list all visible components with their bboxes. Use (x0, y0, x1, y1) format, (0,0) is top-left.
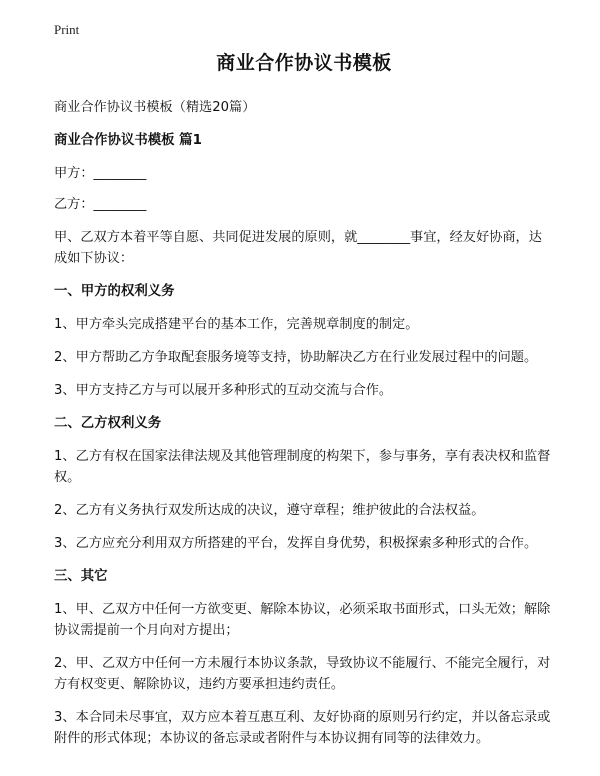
clause-heading-1: 一、甲方的权利义务 (54, 284, 175, 299)
clause-item: 2、甲、乙双方中任何一方未履行本协议条款，导致协议不能履行、不能完全履行，对方有权变更、解除协议，违约方要承担违约责任。 (54, 656, 551, 692)
clause-item: 2、乙方有义务执行双发所达成的决议，遵守章程；维护彼此的合法权益。 (54, 503, 485, 518)
clause-item: 3、乙方应充分利用双方所搭建的平台，发挥自身优势，积极探索多种形式的合作。 (54, 536, 538, 551)
clause-item: 1、甲、乙双方中任何一方欲变更、解除本协议，必须采取书面形式，口头无效；解除协议需提前一个月向对方提出； (54, 602, 551, 638)
document-title: 商业合作协议书模板 (216, 52, 392, 74)
print-link[interactable]: Print (54, 22, 80, 37)
clause-item: 1、甲方牵头完成搭建平台的基本工作，完善规章制度的制定。 (54, 317, 419, 332)
section-heading: 商业合作协议书模板 篇1 (54, 133, 202, 148)
clause-item: 2、甲方帮助乙方争取配套服务境等支持，协助解决乙方在行业发展过程中的问题。 (54, 350, 538, 365)
clause-heading-3: 三、其它 (54, 569, 108, 584)
document-body (54, 48, 554, 761)
party-b-field: 乙方：________ (54, 197, 147, 212)
clause-item: 3、甲方支持乙方与可以展开多种形式的互动交流与合作。 (54, 383, 393, 398)
party-a-field: 甲方：________ (54, 166, 147, 181)
document-subtitle: 商业合作协议书模板（精选20篇） (54, 100, 256, 115)
clause-heading-2: 二、乙方权利义务 (54, 416, 162, 431)
clause-item: 1、乙方有权在国家法律法规及其他管理制度的构架下，参与事务，享有表决权和监督权。 (54, 449, 551, 485)
intro-paragraph: 甲、乙双方本着平等自愿、共同促进发展的原则，就________事宜，经友好协商，达成如下协议： (54, 230, 542, 266)
clause-item: 3、本合同未尽事宜，双方应本着互惠互利、友好协商的原则另行约定，并以备忘录或附件的形式体现；本协议的备忘录或者附件与本协议拥有同等的法律效力。 (54, 710, 551, 746)
